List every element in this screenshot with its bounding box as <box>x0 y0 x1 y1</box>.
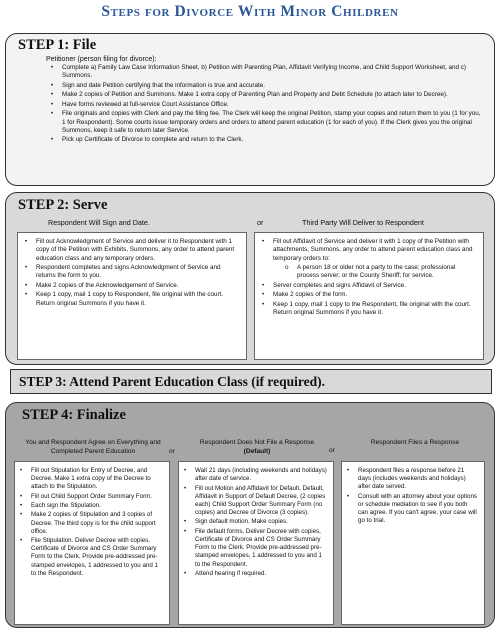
list-item: • Wait 21 days (including weekends and holidays) after date of service. <box>183 467 328 483</box>
step-2-column-headers <box>16 216 484 230</box>
list-item: • Make 2 copies of the form. <box>261 291 477 299</box>
step-4-col3-box <box>341 461 485 625</box>
sub-list-item: o A person 18 or older not a party to the case; professional process server; or the County Sheriff; for service. <box>283 264 477 281</box>
step-4-col2-header-default: (Default) <box>243 447 271 455</box>
step-4-panel <box>5 402 495 628</box>
step-3-heading: STEP 3: Attend Parent Education Class (if required). <box>19 374 326 389</box>
step-2-heading: STEP 2: Serve <box>18 197 108 213</box>
step-3-panel <box>10 369 492 394</box>
list-item: • Fill out Acknowledgment of Service and deliver it to Respondent with 1 copy of the Petition with Exhibits, Summons, any order to attend parent education class and any temporary orders. <box>24 238 240 263</box>
list-item: • Server completes and signs Affidavit of Service. <box>261 282 477 290</box>
step-4-col2-box <box>178 461 334 625</box>
step-2-right-header: Third Party Will Deliver to Respondent <box>302 218 424 227</box>
list-item-text: Fill out Affidavit of Service and deliver it with 1 copy of the Petition with attachments, Summons, any order to attend parent education class and temporary orders to: <box>273 238 473 262</box>
sub-list <box>283 264 477 281</box>
step-1-intro: Petitioner (person filing for divorce): <box>46 56 157 63</box>
list-item: • Pick up Certificate of Divorce to complete and return to the Clerk. <box>50 136 482 144</box>
or-separator: or <box>329 447 335 454</box>
step-2-right-box <box>254 232 484 360</box>
or-separator: or <box>169 448 175 455</box>
list-item: • Fill out Stipulation for Entry of Decree, and Decree. Make 1 extra copy of the Decree to attach to the Stipulation. <box>19 467 164 492</box>
list-item: • Fill out Motion and Affidavit for Default, Default, Affidavit in Support of Default Decree, (2 copies each) Child Support Order Summary Form (no copies) and Decree of Divorce (3 copies). <box>183 485 328 518</box>
list-item: • Make 2 copies of Stipulation and 3 copies of Decree. The third copy is for the child support office. <box>19 511 164 536</box>
list-item: • Make 2 copies of Petition and Summons. Make 1 extra copy of Parenting Plan and Property and Debt Schedule (to attach later to Decree). <box>50 91 482 99</box>
list-item: • Sign default motion. Make copies. <box>183 518 328 526</box>
step-4-col2-header-title: Respondent Does Not File a Response <box>199 439 315 446</box>
list-item: • Complete a) Family Law Case Information Sheet, b) Petition with Parenting Plan, Affidavit Verifying Income, and Child Support Worksheet, and c) Summons. <box>50 64 482 81</box>
step-4-col1-box <box>14 461 170 625</box>
step-4-col2-header <box>182 439 332 456</box>
list-item: • Attend hearing if required. <box>183 570 328 578</box>
list-item: • File default forms. Deliver Decree with copies, Certificate of Divorce and CS Order Summary Form to the Clerk. Provide pre-addressed pre-stamped envelopes, 1 addressed to you and 1 to the Respondent. <box>183 528 328 569</box>
step-4-col3-header: Respondent Files a Response <box>370 439 460 446</box>
list-item: • Fill out Child Support Order Summary Form. <box>19 493 164 501</box>
list-item: • Respondent completes and signs Acknowledgment of Service and returns the form to you. <box>24 264 240 281</box>
list-item: • Sign and date Petition certifying that the information is true and accurate. <box>50 82 482 90</box>
list-item: • Have forms reviewed at full-service Court Assistance Office. <box>50 101 482 109</box>
step-2-panel <box>5 192 495 365</box>
list-item: • Each sign the Stipulation. <box>19 502 164 510</box>
page-title: Steps for Divorce With Minor Children <box>101 3 399 20</box>
list-item: • Keep 1 copy, mail 1 copy to the Respondent, file original with the court. Return original Summons if you have it. <box>261 301 477 318</box>
list-item: • Respondent files a response before 21 days (includes weekends and holidays) after date served. <box>346 467 479 492</box>
step-1-list <box>50 64 482 145</box>
step-4-heading: STEP 4: Finalize <box>22 407 126 423</box>
list-item: • Keep 1 copy, mail 1 copy to Respondent, file original with the court. Return original Summons if you have it. <box>24 291 240 308</box>
list-item: • Consult with an attorney about your options or schedule mediation to see if you both can agree. If you can't agree, your case will go to trial. <box>346 493 479 526</box>
step-1-heading: STEP 1: File <box>18 37 97 53</box>
step-2-left-header: Respondent Will Sign and Date. <box>48 218 150 227</box>
step-4-col1-header: You and Respondent Agree on Everything and Completed Parent Education <box>25 439 161 455</box>
step-1-panel <box>5 33 495 186</box>
list-item: • Make 2 copies of the Acknowledgement of Service. <box>24 282 240 290</box>
list-item <box>261 238 477 280</box>
list-item: • File originals and copies with Clerk and pay the filing fee. The Clerk will keep the original Petition, stamp your copies and return them to you (1 for you, 1 for Respondent). Some courts issue temporary orders and orders to attend parent education (1 for each of you). If the Clerk gives you the original Summons, keep it safe to return later Service. <box>50 110 482 135</box>
step-2-left-box <box>17 232 247 360</box>
list-item: • File Stipulation. Deliver Decree with copies, Certificate of Divorce and CS Order Summary Form to the Clerk. Provide pre-addressed pre-stamped envelopes, 1 addressed to you and 1 to the Respondent. <box>19 537 164 578</box>
or-separator: or <box>257 218 264 227</box>
